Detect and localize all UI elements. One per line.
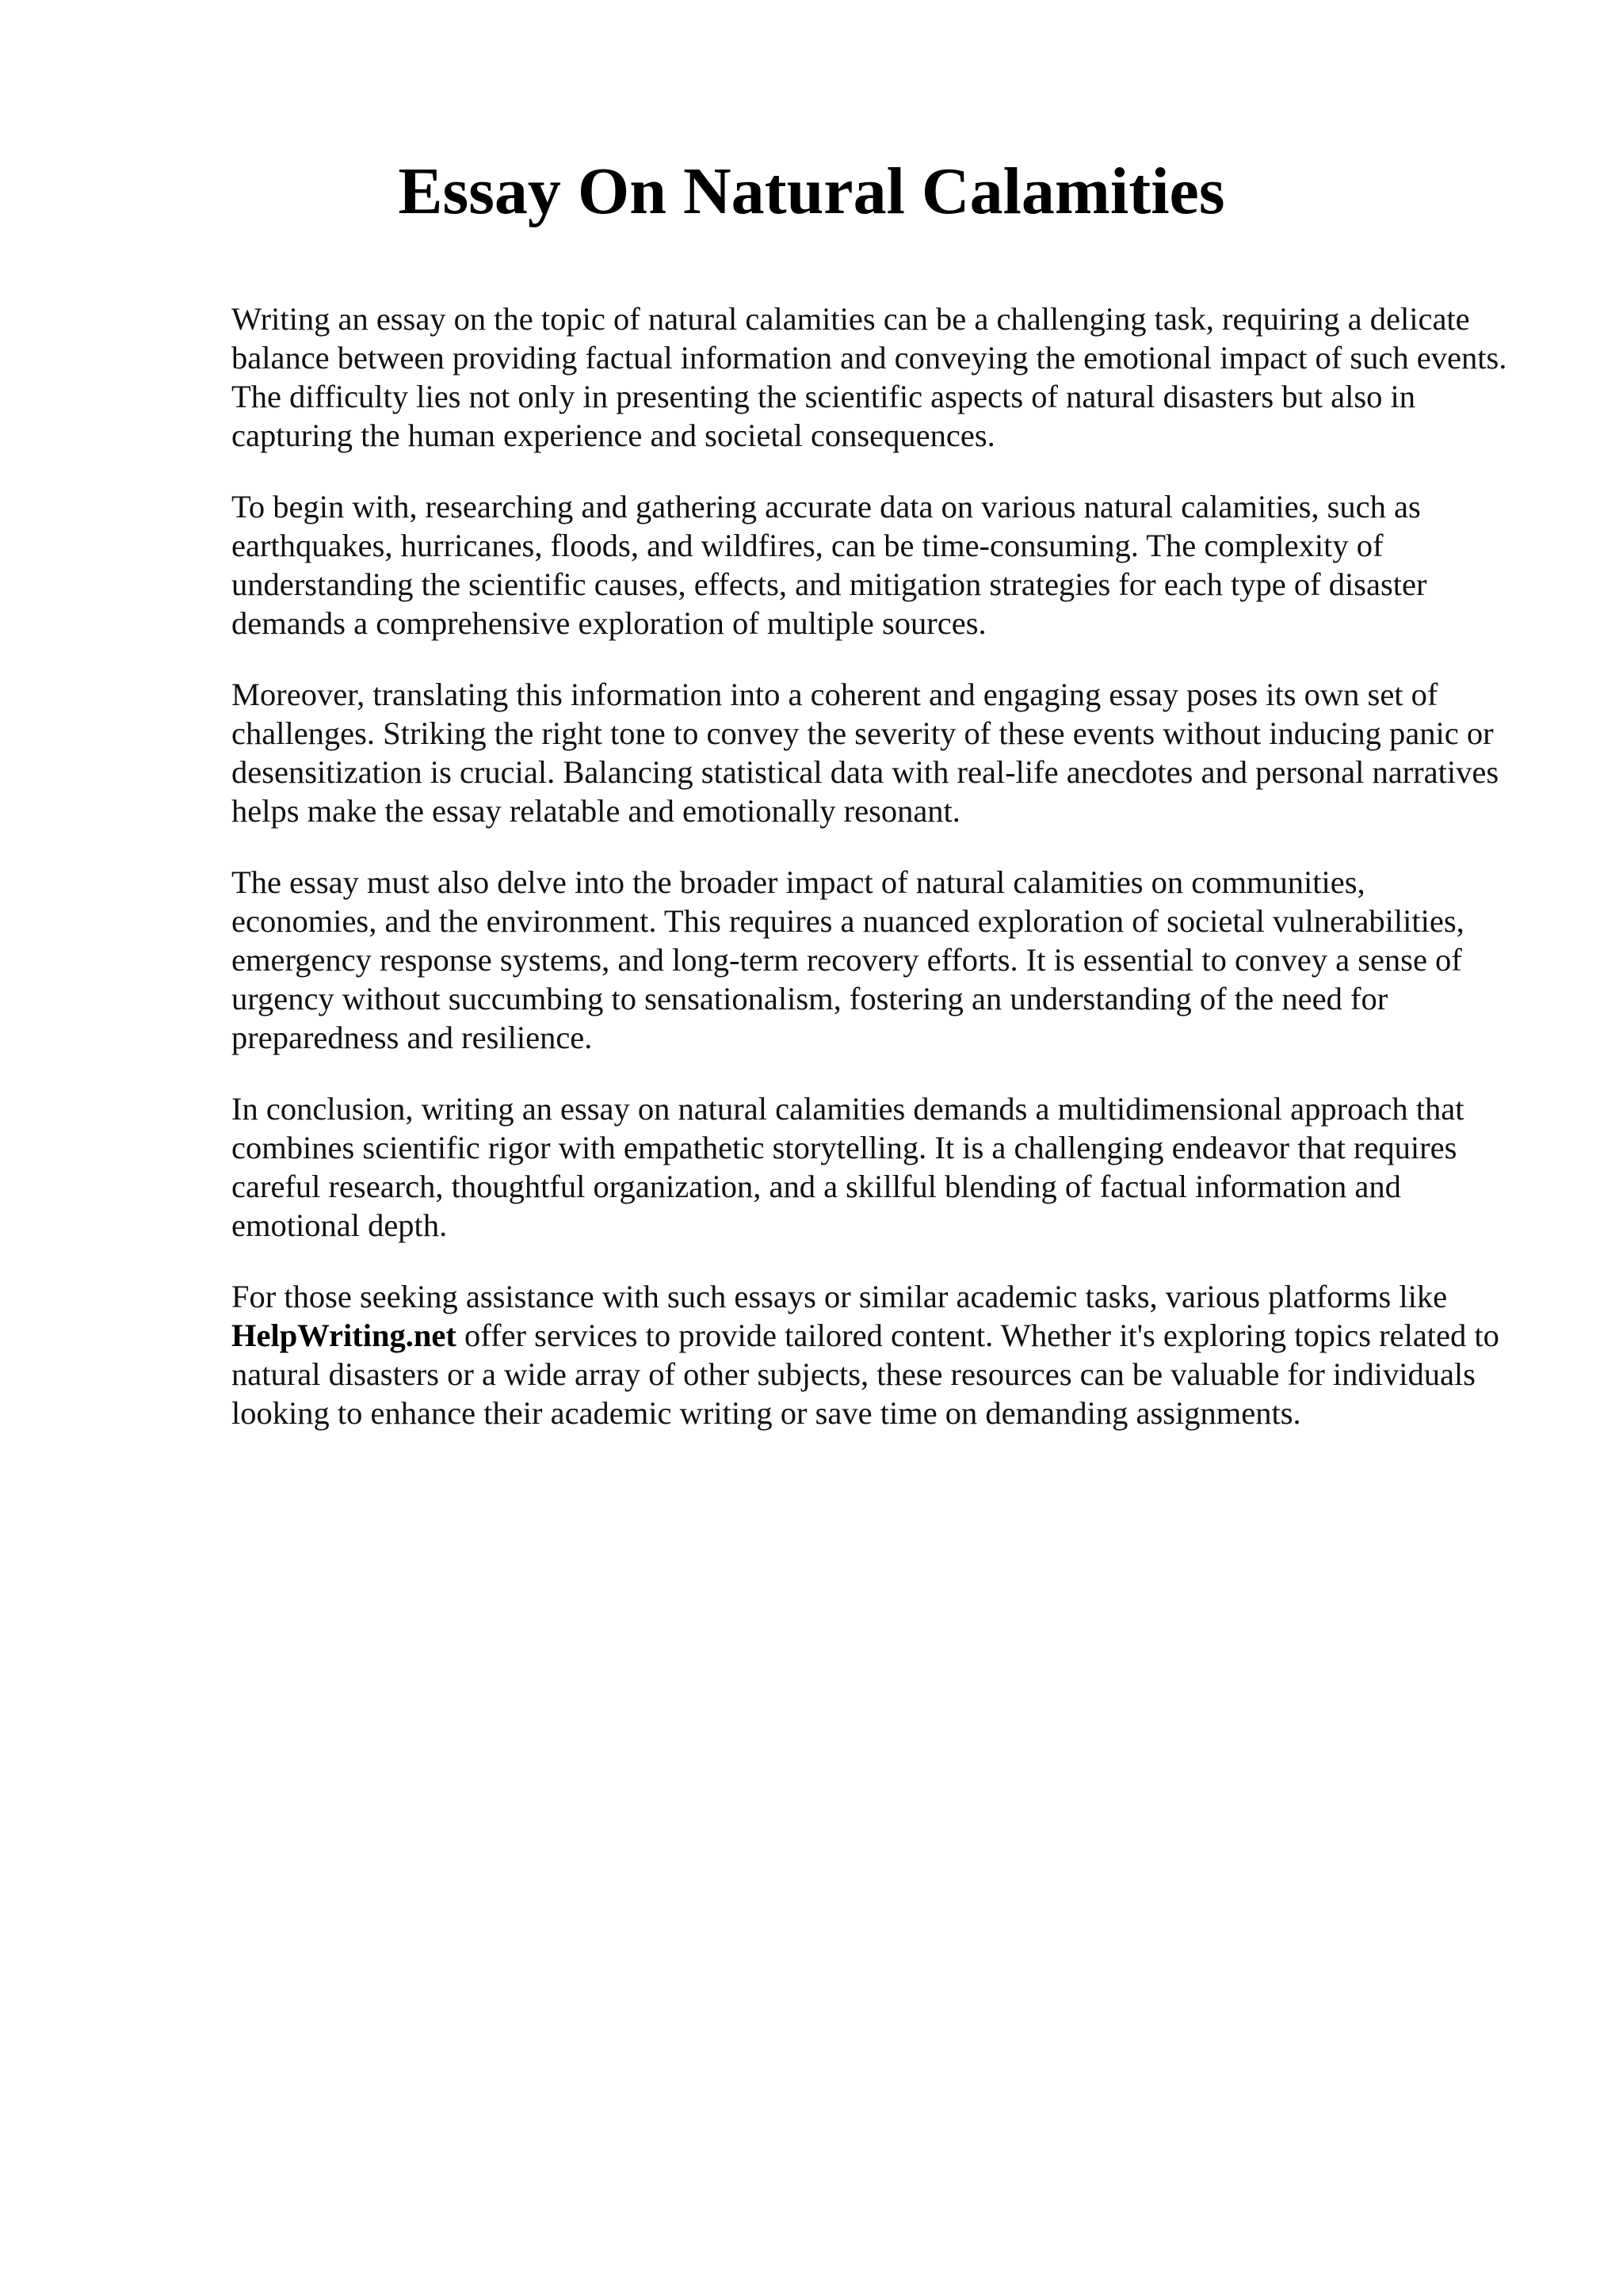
paragraph-5: In conclusion, writing an essay on natural calamities demands a multidimensional approach that combines scientific rigor with empathetic storytelling. It is a challenging endeavor that requires careful research, thoughtful organization, and a skillful blending of factual information and emotional depth.: [231, 1091, 1465, 1243]
paragraph-4: The essay must also delve into the broader impact of natural calamities on communities, economies, and the environment. This requires a nuanced exploration of societal vulnerabilities, emergency response systems, and long-term recovery efforts. It is essential to convey a sense of urgency without succumbing to sensationalism, fostering an understanding of the need for preparedness and resilience.: [231, 864, 1465, 1055]
helpwriting-link[interactable]: HelpWriting.net: [231, 1318, 456, 1353]
paragraph-1: Writing an essay on the topic of natural calamities can be a challenging task, requiring a delicate balance between providing factual information and conveying the emotional impact of such events. The difficulty lies not only in presenting the scientific aspects of natural disasters but also in capturing the human experience and societal consequences.: [231, 301, 1507, 453]
paragraph-6-after: offer services to provide tailored content. Whether it's exploring topics related to natural disasters or a wide array of other subjects, these resources can be valuable for individuals looking to enhance their academic writing or save time on demanding assignments.: [231, 1318, 1499, 1431]
paragraph-6-before: For those seeking assistance with such essays or similar academic tasks, various platforms like: [231, 1279, 1448, 1314]
paragraph-6: [231, 1277, 1515, 1432]
essay-body: [231, 299, 1515, 1465]
paragraph-3: Moreover, translating this information into a coherent and engaging essay poses its own set of challenges. Striking the right tone to convey the severity of these events without inducing panic or desensitization is crucial. Balancing statistical data with real-life anecdotes and personal narratives helps make the essay relatable and emotionally resonant.: [231, 677, 1499, 829]
paragraph-2: To begin with, researching and gathering accurate data on various natural calamities, such as earthquakes, hurricanes, floods, and wildfires, can be time-consuming. The complexity of understanding the scientific causes, effects, and mitigation strategies for each type of disaster demands a comprehensive exploration of multiple sources.: [231, 489, 1427, 641]
document-title: Essay On Natural Calamities: [398, 154, 1225, 228]
